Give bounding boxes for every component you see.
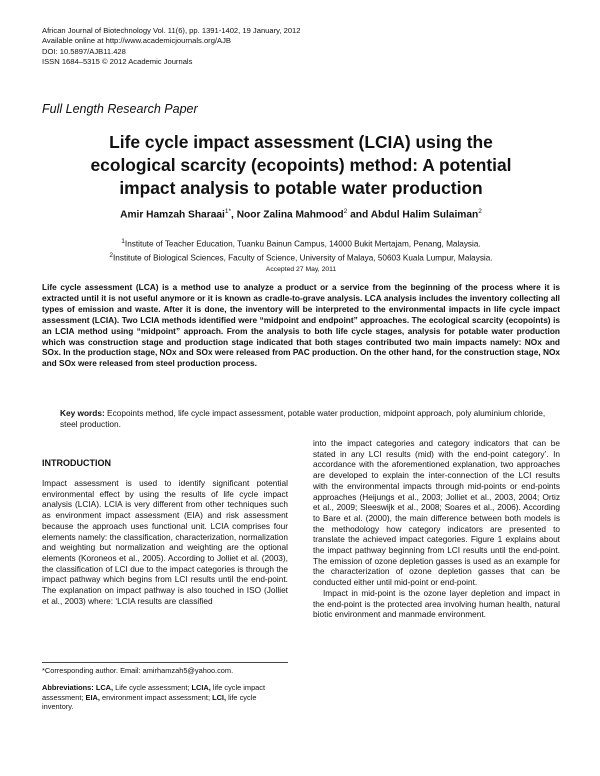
issn-line: ISSN 1684–5315 © 2012 Academic Journals: [42, 57, 193, 67]
journal-url-line: Available online at http://www.academicjournals.org/AJB: [42, 36, 231, 46]
affiliation-text: Institute of Teacher Education, Tuanku Bainun Campus, 14000 Bukit Mertajam, Penang, Malaysia.: [124, 239, 481, 249]
journal-citation: African Journal of Biotechnology Vol. 11(6), pp. 1391-1402, 19 January, 2012: [42, 26, 301, 35]
intro-paragraph: into the impact categories and category indicators that can be stated in any LCI results (mid) with the end-point category’. In accordance with the aforementioned explanation, two approaches are developed to explain the inter-connection of the LCI results with the environmental impacts through mid-points or end-points approaches (Heijungs et al., 2003; Jolliet et al., 2003, 2004; Ortiz et al., 2009; Sleeswijk et al., 2008; Soares et al., 2006). According to Bare et al. (2000), the main difference between both models is the methodology how category indicators are presented to translate the achieved impact categories. Figure 1 explains about the impact pathway beginning from LCI results until the end-point. The emission of ozone depletion gasses is used as an example for the characterization of ozone depletion gasses that can be conducted either until mid-point or end-point.: [313, 438, 560, 588]
doi-line: DOI: 10.5897/AJB11.428: [42, 46, 126, 56]
affiliation-line: [42, 236, 560, 250]
intro-paragraph: Impact in mid-point is the ozone layer depletion and impact in the end-point is the protected area involving human health, natural biotic environment and manmade environment.: [313, 587, 560, 620]
author-affiliation-mark: 2: [343, 208, 348, 215]
keywords-text: Ecopoints method, life cycle impact assessment, potable water production, midpoint approach, poly aluminium chloride, steel production.: [60, 408, 546, 429]
accepted-date: Accepted 27 May, 2011: [265, 266, 337, 273]
author-name: Amir Hamzah Sharaai: [120, 209, 225, 221]
right-column: [313, 438, 560, 620]
title-line: Life cycle impact assessment (LCIA) using the: [109, 132, 493, 152]
paper-type-label: Full Length Research Paper: [42, 102, 198, 116]
author-separator: and: [347, 209, 371, 221]
author-affiliation-mark: 2: [478, 208, 482, 215]
abbr-term: LCA,: [95, 683, 114, 692]
author-separator: ,: [231, 209, 237, 221]
abstract-text: Life cycle assessment (LCA) is a method use to analyze a product or a service from the beginning of the process where it is extracted until it is not useful anymore or it is known as cradle-to-grave analysis. LCA analysis includes the inventory collecting all types of emission and waste. After it is done, the inventory will be interpreted to the environmental impacts in life cycle impact assessment (LCIA). Two LCIA methods identified were “midpoint and endpoint” approaches. The ecological scarcity (ecopoints) is an LCIA method using “midpoint” approach. From the analysis to both life cycle stages, analysis for potable water production which was construction stage and production stage indicated that both stages contributed two main impacts namely: NOx and SOx. In the production stage, NOx and SOx were released from PAC production. On the other hand, for the construction stage, NOx and SOx were released from steel production process.: [42, 282, 561, 369]
affiliation-mark: 1: [121, 238, 125, 245]
affiliation-mark: 2: [109, 252, 114, 260]
abbr-def: Life cycle assessment;: [113, 683, 192, 692]
abbr-term: LCIA,: [191, 683, 211, 692]
intro-paragraph: Impact assessment is used to identify significant potential environmental effect by using the results of life cycle impact analysis (LCIA). LCIA is very different from other techniques such as environment impact assessment (EIA) and risk assessment because the approach uses functional unit. LCIA comprises four elements namely: the classification, characterization, normalization and weighting but normalization and weighting are the optional elements (Koroneos et al., 2005). According to Jolliet et al. (2003), the classification of LCI due to the impact categories is through the impact pathway which begins from LCI results until the end-point. The explanation on impact pathway is also touched in ISO (Jolliet et al., 2003) where: ‘LCIA results are classified: [42, 478, 288, 606]
section-heading-introduction: INTRODUCTION: [42, 458, 111, 468]
author-name: Abdul Halim Sulaiman: [370, 209, 479, 221]
footnote-divider: [42, 662, 288, 663]
title-line: impact analysis to potable water production: [119, 178, 483, 199]
title-line: ecological scarcity (ecopoints) method: A potential: [90, 155, 512, 176]
abbr-def: environment impact assessment;: [99, 692, 213, 702]
left-column: [42, 478, 288, 606]
abbr-def: life cycle inventory.: [42, 692, 257, 712]
keywords-label: Key words:: [60, 408, 105, 418]
keywords: [60, 408, 560, 430]
corresponding-author-note: *Corresponding author. Email: amirhamzah5@yahoo.com.: [42, 666, 234, 675]
abbreviations-note: [42, 683, 288, 712]
abbr-term: EIA,: [85, 692, 100, 702]
author-list: [42, 208, 560, 220]
affiliation-line: [42, 250, 560, 264]
journal-header: [42, 26, 301, 68]
author-name: Noor Zalina Mahmood: [236, 209, 344, 221]
affiliations: [42, 236, 560, 264]
affiliation-text: Institute of Biological Sciences, Faculty of Science, University of Malaya, 50603 Kuala Lumpur, Malaysia.: [113, 253, 493, 263]
paper-title: [42, 131, 560, 201]
abbr-def: life cycle impact assessment;: [42, 683, 266, 702]
abbreviations-label: Abbreviations:: [42, 683, 94, 692]
abbr-term: LCI,: [212, 692, 227, 702]
author-affiliation-mark: 1*: [224, 208, 232, 215]
